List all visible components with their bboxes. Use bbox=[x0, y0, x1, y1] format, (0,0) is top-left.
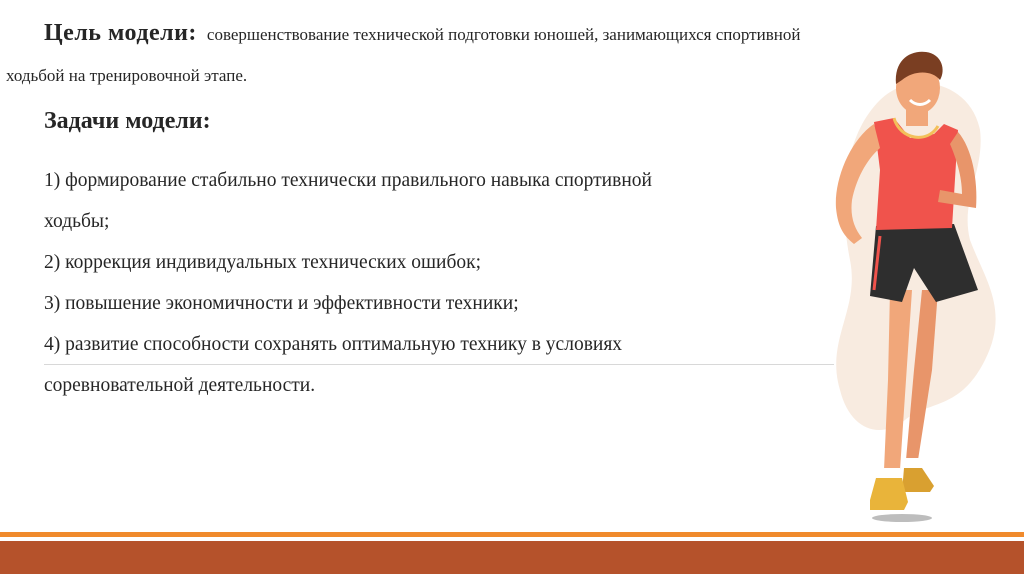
shoe-back bbox=[902, 468, 934, 492]
shoe-front bbox=[870, 478, 908, 510]
sock-front bbox=[884, 468, 900, 478]
tasks-list bbox=[44, 160, 804, 406]
ground-shadow bbox=[872, 514, 932, 522]
goal-text-line-1: совершенствование технической подготовки юношей, занимающихся спортивной bbox=[206, 25, 801, 44]
footer-accent-line bbox=[0, 532, 1024, 537]
task-line-4: 3) повышение экономичности и эффективности техники; bbox=[44, 293, 519, 314]
goal-line-1 bbox=[44, 20, 800, 47]
footer-bar bbox=[0, 541, 1024, 574]
task-line-2: ходьбы; bbox=[44, 211, 110, 232]
task-line-5: 4) развитие способности сохранять оптимальную технику в условиях bbox=[44, 334, 623, 355]
goal-heading: Цель модели: bbox=[44, 20, 197, 46]
tasks-heading: Задачи модели: bbox=[44, 108, 211, 134]
task-line-3: 2) коррекция индивидуальных технических ошибок; bbox=[44, 252, 482, 273]
divider-line bbox=[44, 364, 834, 365]
task-line-6: соревновательной деятельности. bbox=[44, 375, 316, 396]
sock-back bbox=[906, 458, 920, 468]
goal-text-line-2: ходьбой на тренировочной этапе. bbox=[6, 66, 248, 85]
runner-illustration-icon bbox=[810, 40, 1024, 530]
task-line-1: 1) формирование стабильно технически правильного навыка спортивной bbox=[44, 170, 652, 191]
